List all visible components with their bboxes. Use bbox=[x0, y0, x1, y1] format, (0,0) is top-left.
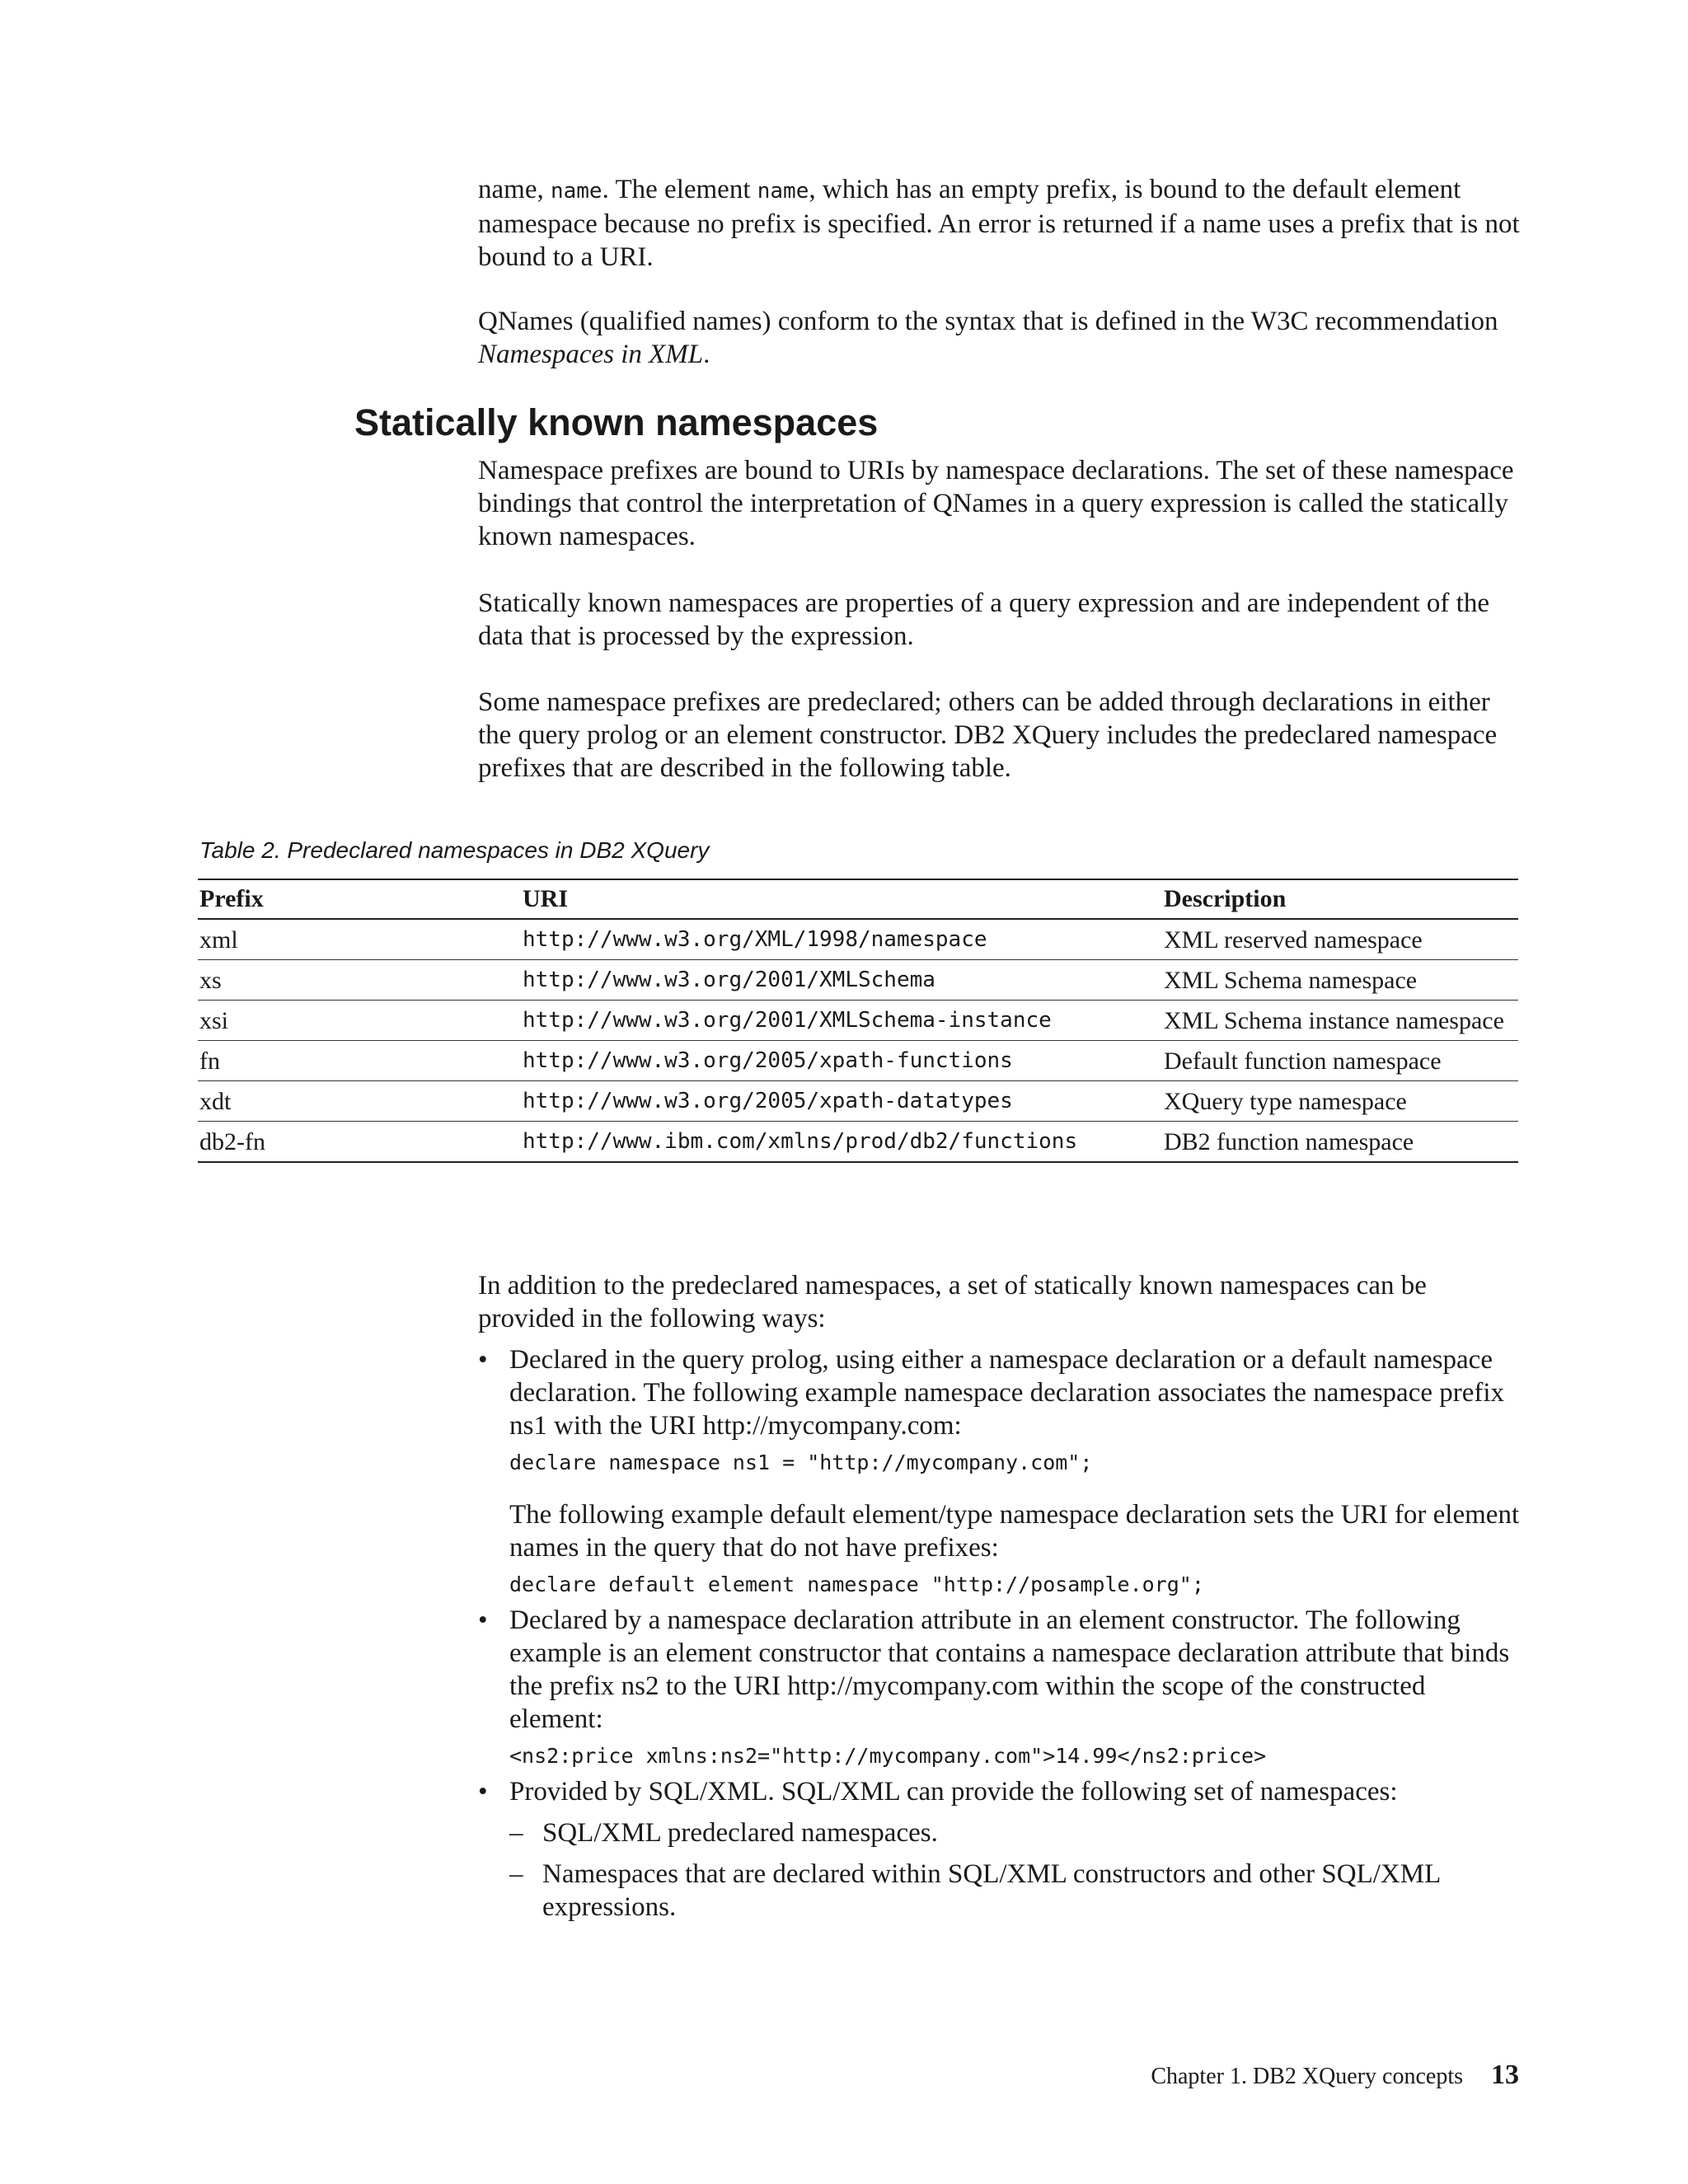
cell-uri: http://www.w3.org/2005/xpath-functions bbox=[523, 1048, 1013, 1073]
addition-paragraph bbox=[478, 1269, 1521, 1335]
header-uri: URI bbox=[523, 885, 569, 912]
bullet-text: Declared by a namespace declaration attribute in an element constructor. The following example is an element constructor that contains a namespace declaration attribute that binds the prefix ns2 to the URI http://mycompany.com within the scope of the constructed element: bbox=[509, 1605, 1510, 1734]
cell-prefix: xsi bbox=[199, 1007, 229, 1034]
table-caption: Table 2. Predeclared namespaces in DB2 XQuery bbox=[199, 837, 710, 863]
cell-uri: http://www.w3.org/XML/1998/namespace bbox=[523, 927, 987, 952]
bullet-mark: • bbox=[478, 1345, 488, 1375]
cell-description: DB2 function namespace bbox=[1164, 1128, 1414, 1155]
cell-prefix: xml bbox=[199, 926, 238, 954]
cell-uri: http://www.ibm.com/xmlns/prod/db2/functions bbox=[523, 1129, 1078, 1154]
paragraph-text: Some namespace prefixes are predeclared; others can be added through declarations in either the query prolog or an element constructor. DB2 XQuery includes the predeclared namespace prefixes that are described in the following table. bbox=[478, 687, 1498, 783]
bullet-text: Declared in the query prolog, using either a namespace declaration or a default namespace declaration. The following example namespace declaration associates the namespace prefix ns1 with the URI http://mycompany.com: bbox=[509, 1345, 1505, 1441]
bullet-text: The following example default element/type namespace declaration sets the URI for element names in the query that do not have prefixes: bbox=[509, 1500, 1520, 1563]
cell-uri: http://www.w3.org/2001/XMLSchema-instance bbox=[523, 1008, 1052, 1033]
cell-description: XML Schema namespace bbox=[1164, 967, 1418, 994]
cell-prefix: xdt bbox=[199, 1088, 232, 1115]
cell-prefix: db2-fn bbox=[199, 1128, 265, 1155]
cell-description: XML Schema instance namespace bbox=[1164, 1007, 1504, 1034]
cell-description: XML reserved namespace bbox=[1164, 926, 1423, 954]
sub-item-text: SQL/XML predeclared namespaces. bbox=[542, 1818, 938, 1848]
table-row bbox=[198, 919, 1518, 960]
section-paragraph-1 bbox=[478, 454, 1521, 553]
sub-item bbox=[509, 1816, 1525, 1849]
cell-prefix: fn bbox=[199, 1047, 220, 1075]
inline-code: name bbox=[757, 179, 809, 204]
code-example: <ns2:price xmlns:ns2="http://mycompany.com">14.99</ns2:price> bbox=[509, 1744, 1267, 1768]
qnames-italic-title: Namespaces in XML bbox=[478, 340, 704, 369]
bullet-list bbox=[478, 1343, 1525, 1924]
dash-mark: – bbox=[509, 1859, 523, 1889]
bullet-mark: • bbox=[478, 1605, 488, 1635]
bullet-mark: • bbox=[478, 1777, 488, 1807]
header-description: Description bbox=[1164, 885, 1287, 912]
cell-description: XQuery type namespace bbox=[1164, 1088, 1407, 1115]
section-paragraph-3 bbox=[478, 686, 1521, 785]
section-paragraph-2 bbox=[478, 587, 1521, 653]
header-prefix: Prefix bbox=[199, 885, 264, 912]
intro-text: name, bbox=[478, 175, 551, 204]
cell-description: Default function namespace bbox=[1164, 1047, 1442, 1075]
inline-code: name bbox=[550, 179, 603, 204]
page-footer bbox=[1151, 2060, 1519, 2092]
sub-item bbox=[509, 1858, 1525, 1924]
intro-text: , which has an empty prefix, is bound to the default element namespace because no prefix is specified. An error is returned if a name uses a prefix that is not bound to a URI. bbox=[478, 175, 1520, 272]
qnames-end: . bbox=[703, 340, 710, 369]
table-header-row bbox=[198, 879, 1518, 919]
namespace-table bbox=[198, 879, 1518, 1163]
intro-text: . The element bbox=[602, 175, 757, 204]
table-row bbox=[198, 960, 1518, 1001]
paragraph-text: Statically known namespaces are properties of a query expression and are independent of the data that is processed by the expression. bbox=[478, 588, 1489, 651]
table-row bbox=[198, 1001, 1518, 1041]
code-example: declare namespace ns1 = "http://mycompany.com"; bbox=[509, 1451, 1093, 1474]
dash-mark: – bbox=[509, 1818, 523, 1848]
cell-uri: http://www.w3.org/2005/xpath-datatypes bbox=[523, 1089, 1013, 1113]
paragraph-text: Namespace prefixes are bound to URIs by namespace declarations. The set of these namespace bindings that control the interpretation of QNames in a query expression is called the statically known namespaces. bbox=[478, 456, 1514, 551]
bullet-item bbox=[478, 1343, 1525, 1597]
paragraph-text: In addition to the predeclared namespaces, a set of statically known namespaces can be provided in the following ways: bbox=[478, 1271, 1427, 1333]
qnames-text: QNames (qualified names) conform to the syntax that is defined in the W3C recommendation bbox=[478, 307, 1498, 336]
table-row bbox=[198, 1081, 1518, 1122]
bullet-item bbox=[478, 1775, 1525, 1924]
intro-paragraph bbox=[478, 173, 1521, 274]
page-number: 13 bbox=[1491, 2060, 1519, 2090]
table-row bbox=[198, 1122, 1518, 1163]
sub-item-text: Namespaces that are declared within SQL/XML constructors and other SQL/XML expressions. bbox=[542, 1859, 1440, 1922]
cell-uri: http://www.w3.org/2001/XMLSchema bbox=[523, 968, 935, 992]
table-row bbox=[198, 1041, 1518, 1081]
bullet-item bbox=[478, 1604, 1525, 1769]
cell-prefix: xs bbox=[199, 967, 222, 994]
section-heading: Statically known namespaces bbox=[354, 401, 879, 443]
code-example: declare default element namespace "http://posample.org"; bbox=[509, 1572, 1204, 1596]
bullet-text: Provided by SQL/XML. SQL/XML can provide the following set of namespaces: bbox=[509, 1777, 1398, 1807]
chapter-title: Chapter 1. DB2 XQuery concepts bbox=[1151, 2064, 1463, 2089]
qnames-paragraph bbox=[478, 305, 1521, 371]
